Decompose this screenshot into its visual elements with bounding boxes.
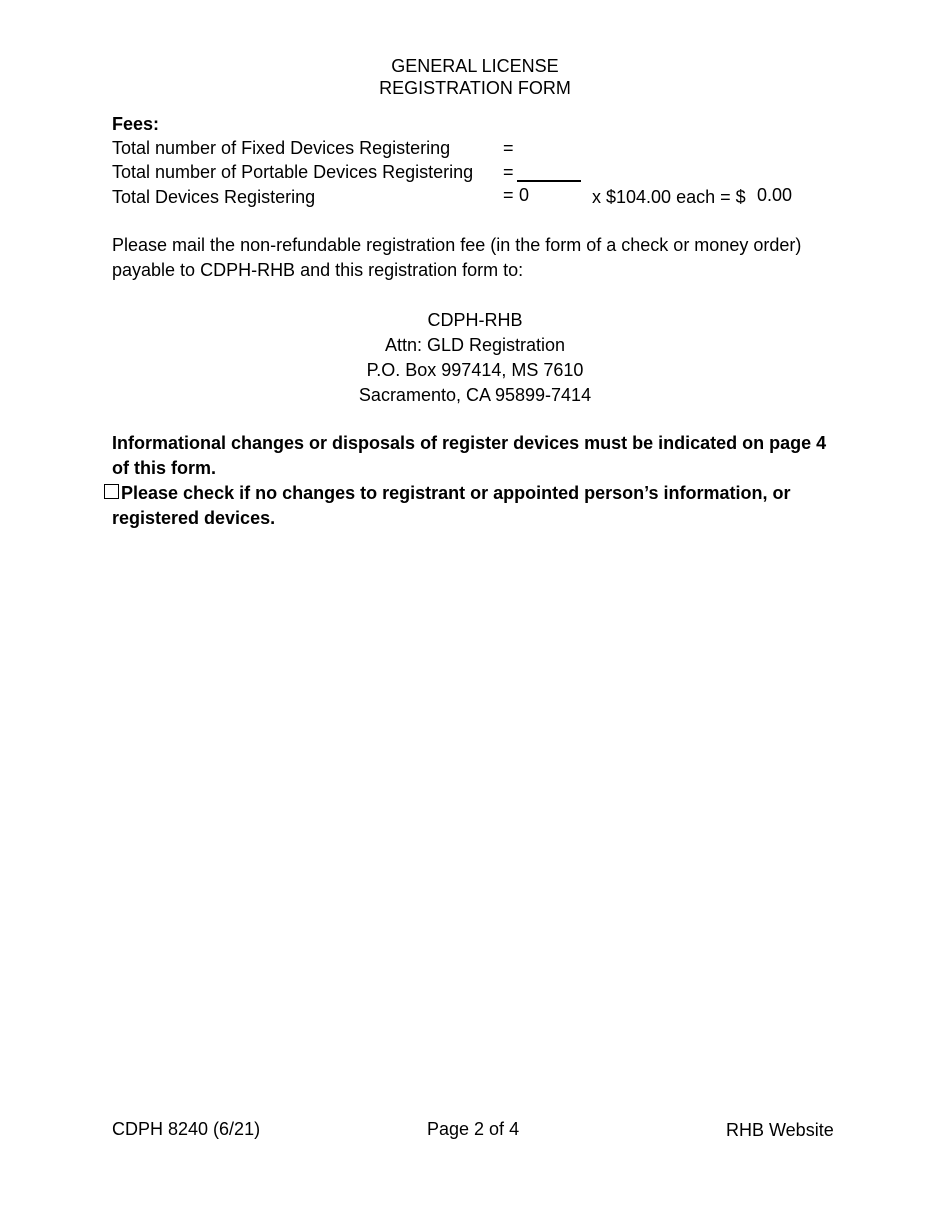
portable-devices-equals: = [503, 162, 514, 182]
total-devices-value[interactable]: 0 [519, 185, 530, 205]
changes-notice: Informational changes or disposals of register devices must be indicated on page 4 of this form. [112, 433, 827, 478]
portable-devices-label: Total number of Portable Devices Registering [112, 162, 474, 182]
fixed-devices-input[interactable] [517, 136, 581, 158]
address-line2: Attn: GLD Registration [384, 335, 566, 355]
fixed-devices-label: Total number of Fixed Devices Registering [112, 138, 451, 158]
total-devices-label: Total Devices Registering [112, 187, 316, 207]
fee-rate-text: x $104.00 each = $ [592, 187, 746, 207]
form-title-line2: REGISTRATION FORM [379, 78, 571, 98]
mail-instructions: Please mail the non-refundable registration fee (in the form of a check or money order) payable to CDPH-RHB and this registration form to: [112, 235, 802, 280]
address-line3: P.O. Box 997414, MS 7610 [366, 360, 584, 380]
address-line1: CDPH-RHB [427, 310, 523, 330]
fees-heading: Fees: [112, 114, 160, 134]
rhb-website-link[interactable]: RHB Website [726, 1120, 834, 1140]
portable-devices-input[interactable] [517, 158, 581, 182]
address-line4: Sacramento, CA 95899-7414 [358, 385, 592, 405]
total-devices-equals: = [503, 185, 514, 205]
no-changes-checkbox-label: Please check if no changes to registrant or appointed person’s information, or registered devices. [112, 483, 791, 528]
page-number: Page 2 of 4 [427, 1119, 520, 1139]
total-fee-amount[interactable]: 0.00 [757, 185, 793, 205]
fixed-devices-equals: = [503, 138, 514, 158]
form-title-line1: GENERAL LICENSE [391, 56, 559, 76]
form-id: CDPH 8240 (6/21) [112, 1119, 261, 1139]
